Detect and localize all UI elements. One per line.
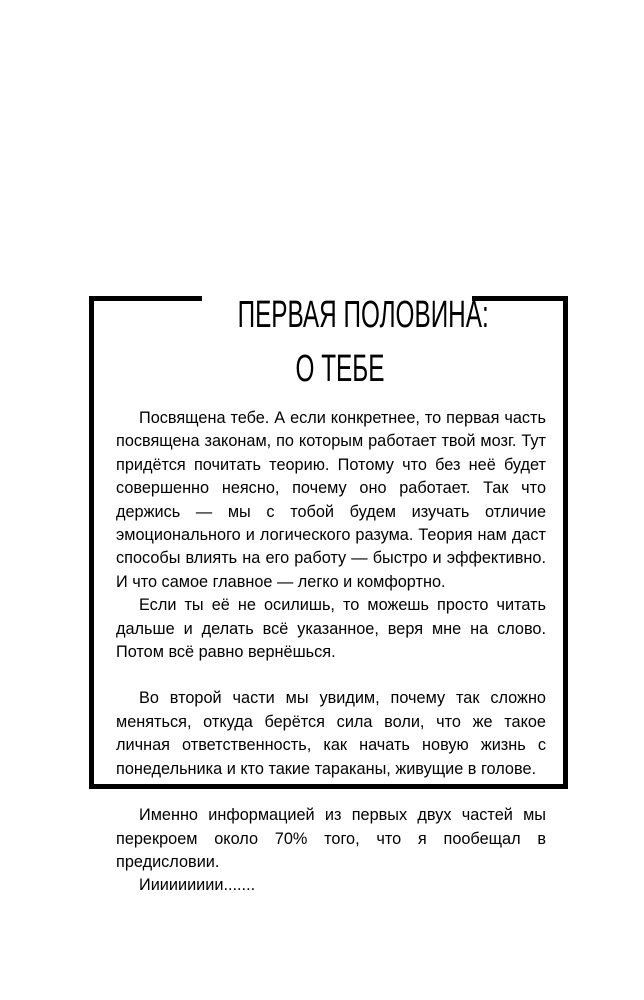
chapter-title xyxy=(180,286,500,388)
chapter-intro-text xyxy=(116,407,546,898)
paragraph-2: Если ты её не осилишь, то можешь просто читать дальше и делать всё указанное, веря мне на слово. Потом всё равно вернёшься. xyxy=(116,596,546,662)
paragraph-4: Именно информацией из первых двух частей мы перекроем около 70% того, что я пообещал в предисловии. xyxy=(116,806,546,871)
paragraph-5: Иииииииии....... xyxy=(139,876,256,895)
paragraph-1: Посвящена тебе. А если конкретнее, то первая часть посвящена законам, по которым работает твой мозг. Тут придётся почитать теорию. Потому что без неё будет совершенно неясно, почему оно работает. Так что держись — мы с тобой будем изучать отличие эмоционального и логического разума. Теория нам даст способы влиять на его работу — быстро и эффективно. И что самое главное — легко и комфортно. xyxy=(116,409,546,591)
paragraph-gap xyxy=(116,781,546,804)
paragraph-3: Во второй части мы увидим, почему так сложно меняться, откуда берётся сила воли, что же такое личная ответственность, как начать новую жизнь с понедельника и кто такие тараканы, живущие в голове. xyxy=(116,689,546,778)
paragraph-gap xyxy=(116,664,546,687)
chapter-title-line-1: ПЕРВАЯ ПОЛОВИНА: xyxy=(237,294,489,336)
chapter-title-line-2: О ТЕБЕ xyxy=(295,348,385,390)
